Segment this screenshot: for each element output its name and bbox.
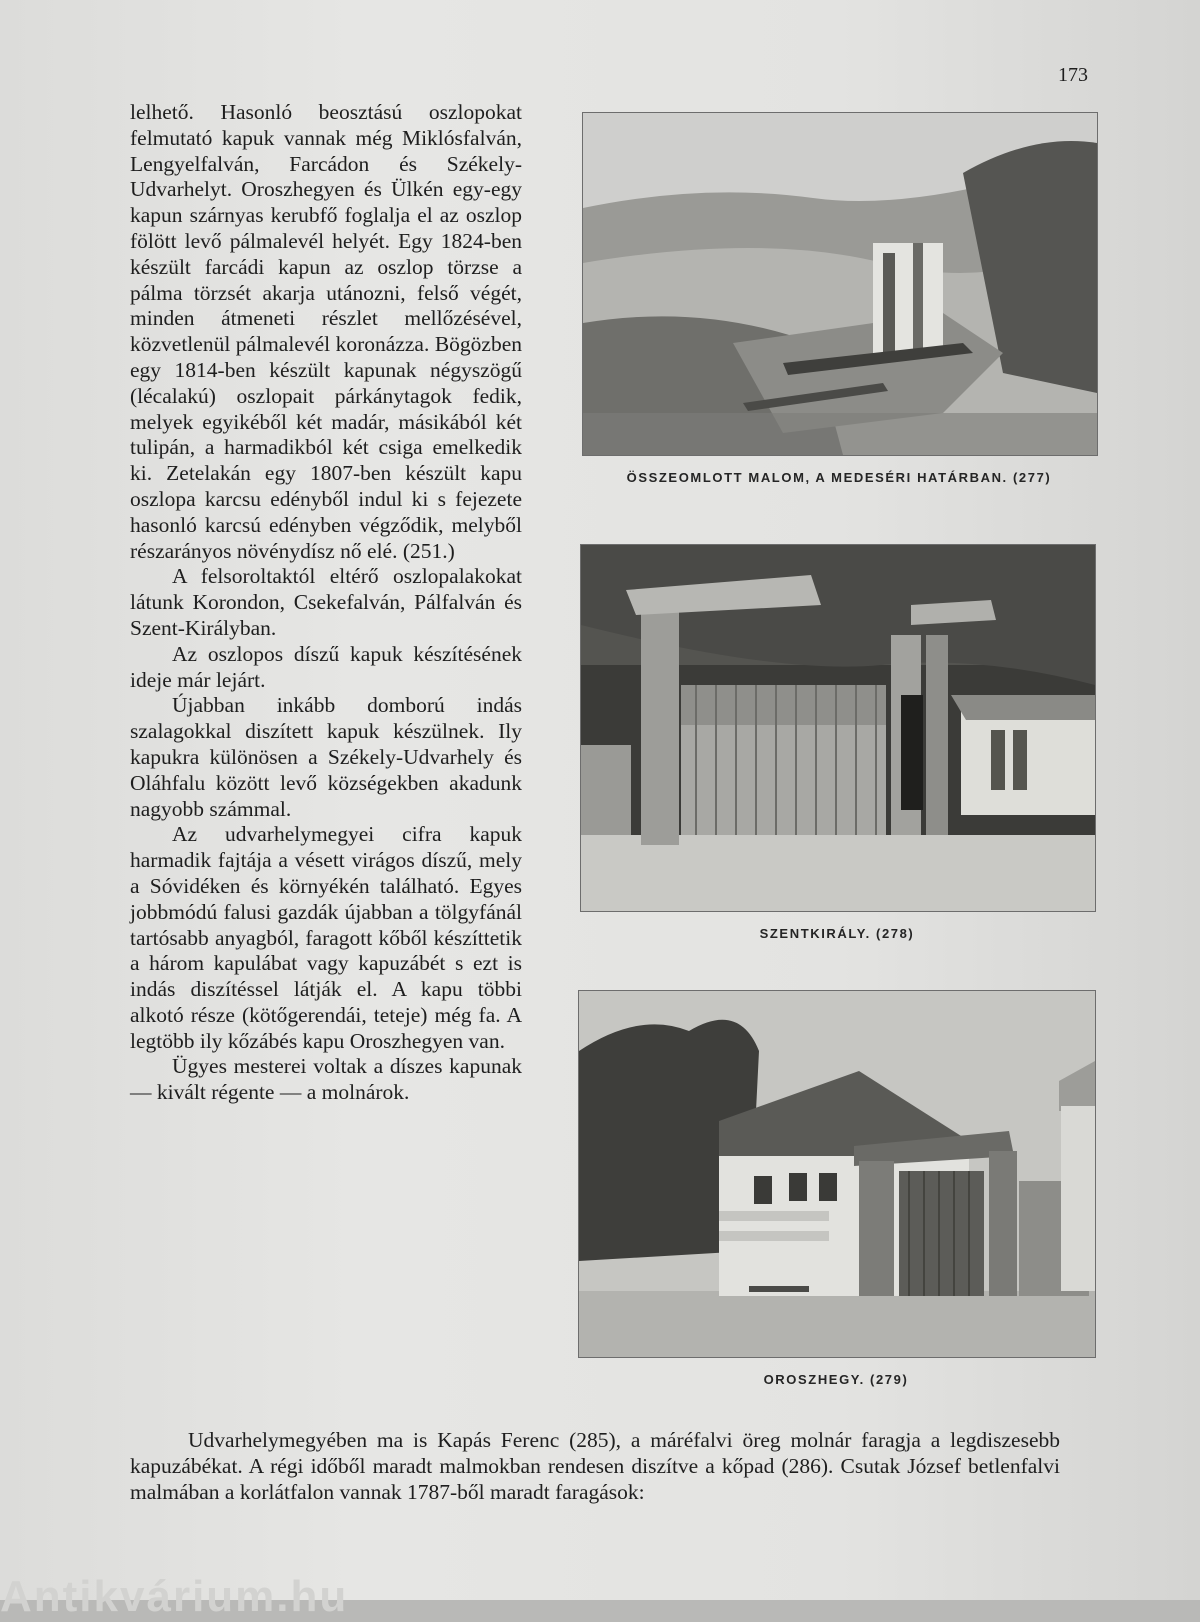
paragraph: Újabban inkább domború indás szalagokkal diszített kapuk készülnek. Ily kapukra különösen a Székely-Udvarhely és Oláhfalu között levő községekben akadunk nagyobb számmal. (130, 693, 522, 821)
bottom-text-block (130, 1428, 1060, 1505)
ruined-mill-photo (582, 112, 1098, 456)
figure-caption-279: OROSZHEGY. (279) (763, 1372, 909, 1387)
figure-caption-278: SZENTKIRÁLY. (278) (759, 926, 915, 941)
left-text-column (130, 100, 522, 1106)
paragraph: Udvarhelymegyében ma is Kapás Ferenc (285), a máréfalvi öreg molnár faragja a legdiszesebb kapuzábékat. A régi időből maradt malmokban rendesen diszítve a kőpad (286). Csutak József betlenfalvi malmában a korlátfalon vannak 1787-ből maradt faragások: (130, 1428, 1060, 1504)
paragraph: Ügyes mesterei voltak a díszes kapunak — kivált régente — a molnárok. (130, 1054, 522, 1105)
paragraph: lelhető. Hasonló beosztású oszlopokat felmutató kapuk vannak még Miklósfalván, Lengyelfalván, Farcádon és Székely-Udvarhelyt. Oroszhegyen és Ülkén egy-egy kapun szárnyas kerubfő foglalja el az oszlop fölött levő pálmalevél helyét. Egy 1824-ben készült farcádi kapun az oszlop törzse a pálma törzsét akarja utánozni, felső végét, minden átmeneti részlet mellőzésével, közvetlenül pálmalevél koronázza. Bögözben egy 1814-ben készült kapunak négyszögű (lécalakú) oszlopait párkánytagok fedik, melyek egyikéből két madár, másikából két tulipán, a harmadikból két csiga emelkedik ki. Zetelakán egy 1807-ben készült kapu oszlopa karcsu edényből indul ki s fejezete hasonló karcsú edényben végződik, melyből részarányos növénydísz nő elé. (251.) (130, 100, 522, 563)
paragraph: Az oszlopos díszű kapuk készítésének ideje már lejárt. (130, 641, 522, 692)
figure-caption-277: ÖSSZEOMLOTT MALOM, A MEDESÉRI HATÁRBAN. (277) (626, 470, 1052, 485)
paragraph: Az udvarhelymegyei cifra kapuk harmadik fajtája a vésett virágos díszű, mely a Sóvidéken és környékén található. Egyes jobbmódú falusi gazdák újabban a tölgyfánál tartósabb anyagból, faragott kőből készíttetik a három kapulábat vagy kapuzábét s ezt is indás diszítéssel látják el. A kapu többi alkotó része (kötőgerendái, teteje) még fa. A legtöbb ily kőzábés kapu Oroszhegyen van. (130, 822, 522, 1053)
page-number: 173 (1058, 64, 1088, 86)
paragraph: A felsoroltaktól eltérő oszlopalakokat látunk Korondon, Csekefalván, Pálfalván és Szent-Királyban. (130, 564, 522, 640)
watermark: Antikvárium.hu (0, 1572, 349, 1621)
wooden-gate-photo (580, 544, 1096, 912)
house-gate-photo (578, 990, 1096, 1358)
